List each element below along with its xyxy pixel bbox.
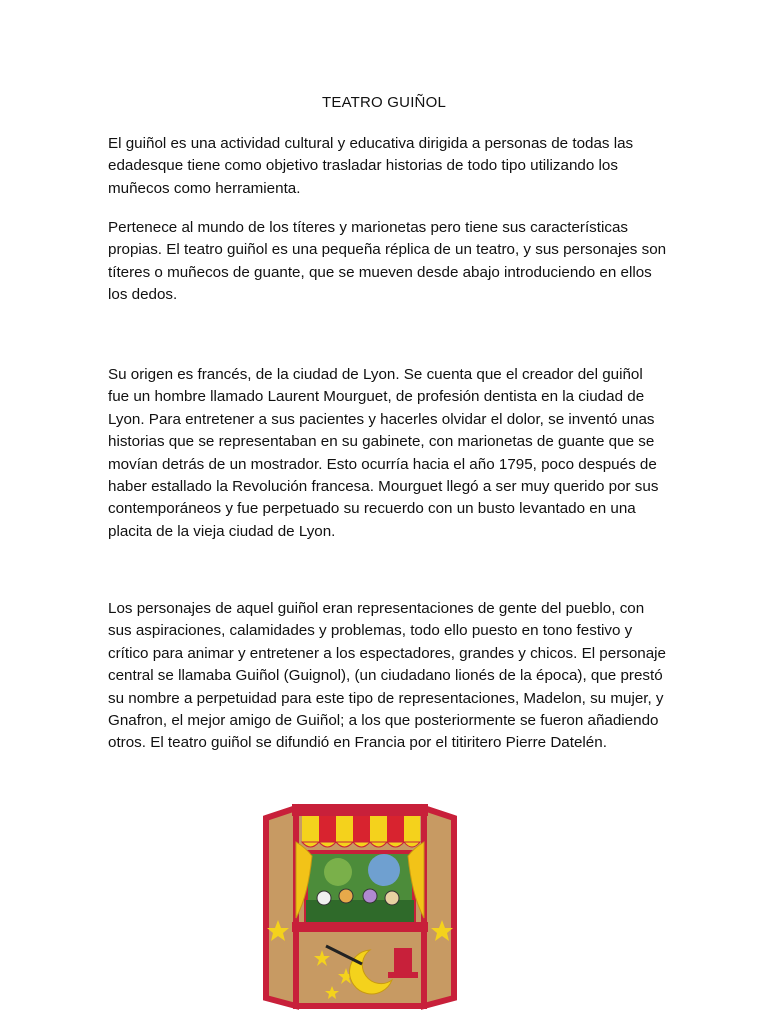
paragraph-description: Pertenece al mundo de los títeres y marionetas pero tiene sus características propias. El teatro guiñol es una pequeña réplica de un teatro, y sus personajes son títeres o muñecos de guante, que se mueven desde abajo introduciendo en ellos los dedos. xyxy=(108,219,667,304)
paragraph-intro: El guiñol es una actividad cultural y educativa dirigida a personas de todas las edadesque tiene como objetivo trasladar historias de todo tipo utilizando los muñecos como herramienta. xyxy=(108,135,634,197)
paragraph-origin: Su origen es francés, de la ciudad de Lyon. Se cuenta que el creador del guiñol fue un hombre llamado Laurent Mourguet, de profesión dentista en la ciudad de Lyon. Para entretener a sus pacientes y hacerles olvidar el dolor, se inventó unas historias que se representaban en su gabinete, con marionetas de guante que se movían detrás de un mostrador. Esto ocurría hacia el año 1795, poco después de haber estallado la Revolución francesa. Mourguet llegó a ser muy querido por sus contemporáneos y fue perpetuado su recuerdo con un busto levantado en una placita de la vieja ciudad de Lyon. xyxy=(108,366,659,540)
paragraph-characters: Los personajes de aquel guiñol eran representaciones de gente del pueblo, con sus aspiraciones, calamidades y problemas, todo ello puesto en tono festivo y crítico para animar y entretener a los espectadores, grandes y chicos. El personaje central se llamaba Guiñol (Guignol), (un ciudadano lionés de la época), que prestó su nombre a perpetuidad para este tipo de representaciones, Madelon, su mujer, y Gnafron, el mejor amigo de Guiñol; a los que posteriormente se fueron añadiendo otros. El teatro guiñol se difundió en Francia por el titiritero Pierre Datelén. xyxy=(108,600,667,752)
puppet-theater-icon xyxy=(262,800,458,1014)
page-title: TEATRO GUIÑOL xyxy=(322,94,446,111)
